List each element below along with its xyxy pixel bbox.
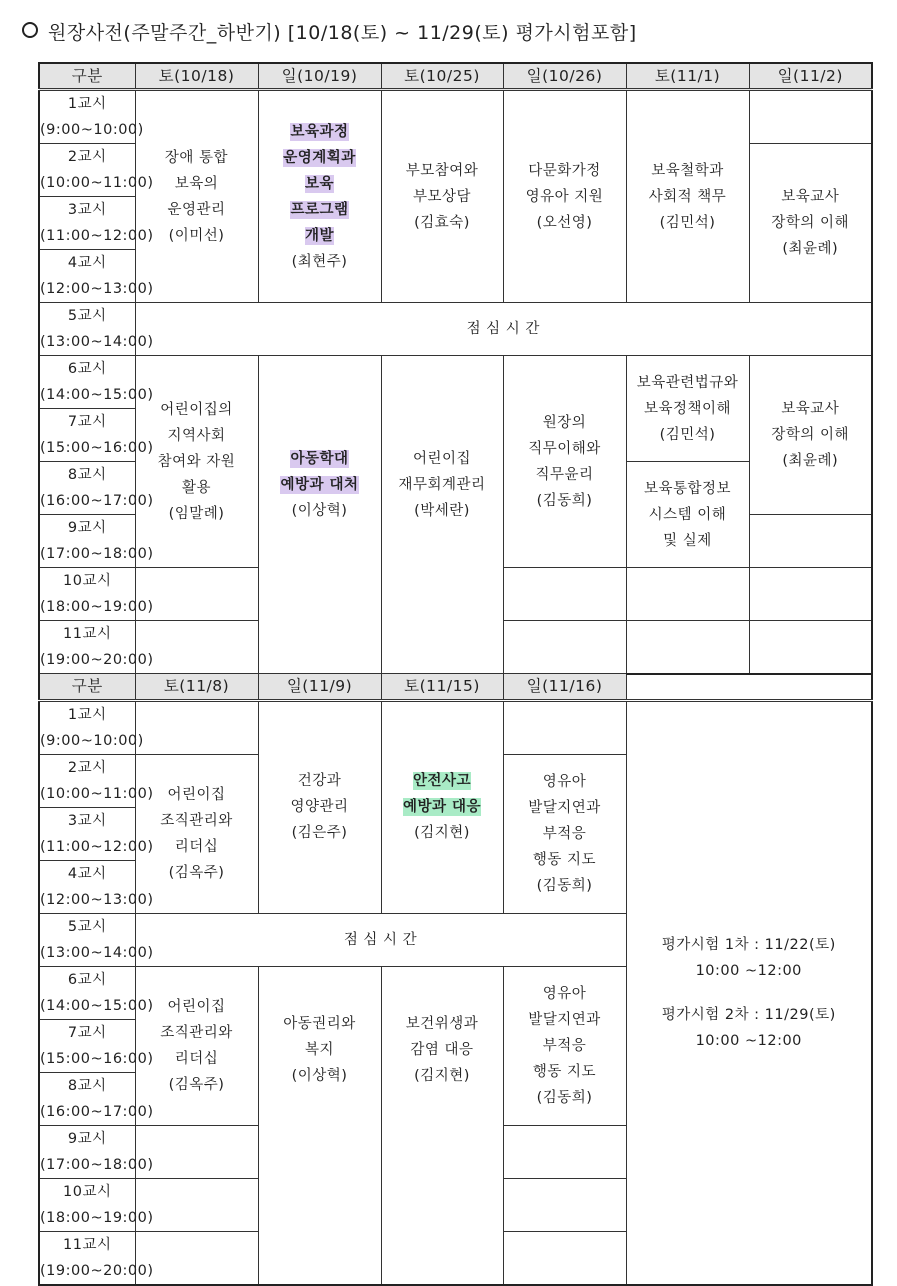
empty-cell <box>749 568 872 621</box>
header-row <box>39 63 872 90</box>
period-cell: 4교시 (12:00~13:00) <box>39 250 135 303</box>
period-cell: 10교시 (18:00~19:00) <box>39 1178 135 1231</box>
empty-cell <box>503 1231 626 1285</box>
class-cell: 보육교사 장학의 이해 (최윤례) <box>749 356 872 515</box>
header-cell: 구분 <box>39 674 135 701</box>
class-cell: 보건위생과 감염 대응 (김지현) <box>381 966 503 1285</box>
table-row <box>39 90 872 144</box>
period-cell: 5교시 (13:00~14:00) <box>39 913 135 966</box>
header-cell: 토(10/25) <box>381 63 503 90</box>
period-cell: 11교시 (19:00~20:00) <box>39 621 135 674</box>
empty-cell <box>503 568 626 621</box>
table-row <box>39 356 872 409</box>
header-cell: 일(10/26) <box>503 63 626 90</box>
empty-cell <box>503 1125 626 1178</box>
lunch-cell: 점 심 시 간 <box>135 913 626 966</box>
page-title: 원장사전(주말주간_하반기) [10/18(토) ~ 11/29(토) 평가시험포함] <box>22 18 637 45</box>
class-cell: 어린이집 재무회계관리 (박세란) <box>381 356 503 674</box>
header-cell: 토(10/18) <box>135 63 258 90</box>
empty-cell <box>503 1178 626 1231</box>
period-cell: 9교시 (17:00~18:00) <box>39 515 135 568</box>
class-cell: 부모참여와 부모상담 (김효숙) <box>381 90 503 303</box>
period-cell: 10교시 (18:00~19:00) <box>39 568 135 621</box>
class-cell: 건강과 영양관리 (김은주) <box>258 700 381 913</box>
period-cell: 9교시 (17:00~18:00) <box>39 1125 135 1178</box>
class-cell: 보육과정 운영계획과 보육 프로그램 개발 (최현주) <box>258 90 381 303</box>
empty-cell <box>749 90 872 144</box>
period-cell: 7교시 (15:00~16:00) <box>39 1019 135 1072</box>
class-cell: 아동학대 예방과 대처 (이상혁) <box>258 356 381 674</box>
class-cell: 다문화가정 영유아 지원 (오선영) <box>503 90 626 303</box>
header-cell: 일(11/9) <box>258 674 381 701</box>
circle-bullet-icon <box>22 22 38 38</box>
empty-cell <box>503 700 626 754</box>
period-cell: 1교시 (9:00~10:00) <box>39 90 135 144</box>
empty-cell <box>626 621 749 674</box>
empty-cell <box>626 568 749 621</box>
period-cell: 11교시 (19:00~20:00) <box>39 1231 135 1285</box>
lunch-cell: 점 심 시 간 <box>135 303 872 356</box>
table-row <box>39 700 872 754</box>
exam-notice: 평가시험 1차 : 11/22(토) 10:00 ~12:00 평가시험 2차 : 11/29(토) 10:00 ~12:00 <box>626 700 872 1285</box>
class-cell: 아동권리와 복지 (이상혁) <box>258 966 381 1285</box>
header-cell: 구분 <box>39 63 135 90</box>
class-cell: 어린이집 조직관리와 리더십 (김옥주) <box>135 754 258 913</box>
empty-cell <box>626 674 872 701</box>
period-cell: 6교시 (14:00~15:00) <box>39 966 135 1019</box>
empty-cell <box>135 700 258 754</box>
header-cell: 토(11/1) <box>626 63 749 90</box>
class-cell: 보육철학과 사회적 책무 (김민석) <box>626 90 749 303</box>
header-cell: 토(11/15) <box>381 674 503 701</box>
period-cell: 8교시 (16:00~17:00) <box>39 462 135 515</box>
class-cell: 영유아 발달지연과 부적응 행동 지도 (김동희) <box>503 754 626 913</box>
header-cell: 토(11/8) <box>135 674 258 701</box>
empty-cell <box>749 515 872 568</box>
class-cell: 원장의 직무이해와 직무윤리 (김동희) <box>503 356 626 568</box>
period-cell: 1교시 (9:00~10:00) <box>39 700 135 754</box>
class-cell: 안전사고 예방과 대응 (김지현) <box>381 700 503 913</box>
period-cell: 5교시 (13:00~14:00) <box>39 303 135 356</box>
table-row <box>39 303 872 356</box>
period-cell: 2교시 (10:00~11:00) <box>39 144 135 197</box>
header-cell: 일(10/19) <box>258 63 381 90</box>
empty-cell <box>749 621 872 674</box>
period-cell: 7교시 (15:00~16:00) <box>39 409 135 462</box>
header-row <box>39 674 872 701</box>
class-cell: 보육관련법규와 보육정책이해 (김민석) <box>626 356 749 462</box>
period-cell: 3교시 (11:00~12:00) <box>39 197 135 250</box>
empty-cell <box>503 621 626 674</box>
schedule-table <box>38 62 873 1286</box>
period-cell: 4교시 (12:00~13:00) <box>39 860 135 913</box>
class-cell: 어린이집의 지역사회 참여와 자원 활용 (임말례) <box>135 356 258 568</box>
period-cell: 2교시 (10:00~11:00) <box>39 754 135 807</box>
class-cell: 보육교사 장학의 이해 (최윤례) <box>749 144 872 303</box>
class-cell: 장애 통합 보육의 운영관리 (이미선) <box>135 90 258 303</box>
period-cell: 3교시 (11:00~12:00) <box>39 807 135 860</box>
class-cell: 보육통합정보 시스템 이해 및 실제 <box>626 462 749 568</box>
class-cell: 어린이집 조직관리와 리더십 (김옥주) <box>135 966 258 1125</box>
period-cell: 6교시 (14:00~15:00) <box>39 356 135 409</box>
header-cell: 일(11/16) <box>503 674 626 701</box>
header-cell: 일(11/2) <box>749 63 872 90</box>
period-cell: 8교시 (16:00~17:00) <box>39 1072 135 1125</box>
class-cell: 영유아 발달지연과 부적응 행동 지도 (김동희) <box>503 966 626 1125</box>
